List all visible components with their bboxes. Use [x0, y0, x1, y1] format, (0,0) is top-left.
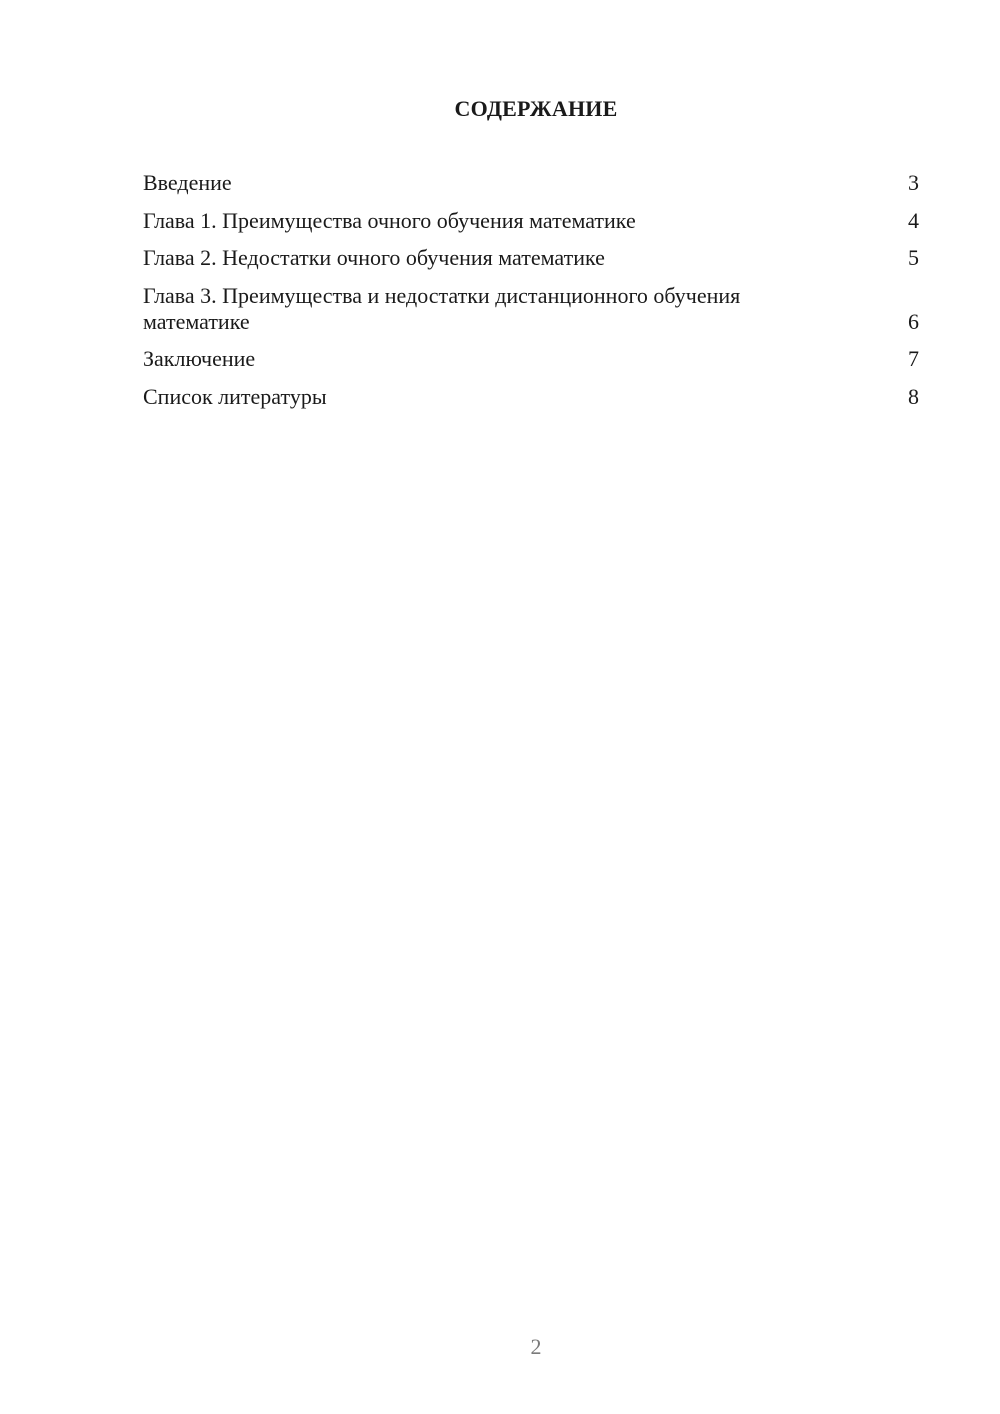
toc-entry-conclusion: [143, 346, 919, 372]
toc-entry-page: 3: [908, 170, 919, 195]
toc-entry-label: Заключение: [143, 346, 256, 371]
table-of-contents: [143, 170, 919, 421]
toc-entry-label: Введение: [143, 170, 232, 195]
toc-entry-page: 4: [908, 207, 919, 233]
toc-entry-page: 6: [908, 308, 919, 334]
toc-entry-chapter-2: [143, 245, 919, 271]
toc-entry-label: Список литературы: [143, 383, 327, 409]
toc-entry-references: [143, 384, 919, 410]
toc-entry-introduction: [143, 170, 919, 196]
page-number: 2: [530, 1334, 542, 1359]
toc-entry-label: Глава 2. Недостатки очного обучения математике: [143, 245, 605, 270]
toc-entry-label: Глава 3. Преимущества и недостатки дистанционного обучения математике: [143, 282, 741, 334]
page-title: СОДЕРЖАНИЕ: [454, 96, 618, 121]
toc-entry-chapter-1: [143, 208, 919, 234]
toc-entry-chapter-3: [143, 283, 919, 335]
toc-entry-page: 5: [908, 245, 919, 270]
toc-entry-page: 8: [908, 383, 919, 409]
toc-entry-label: Глава 1. Преимущества очного обучения математике: [143, 207, 636, 233]
toc-entry-page: 7: [908, 346, 919, 371]
